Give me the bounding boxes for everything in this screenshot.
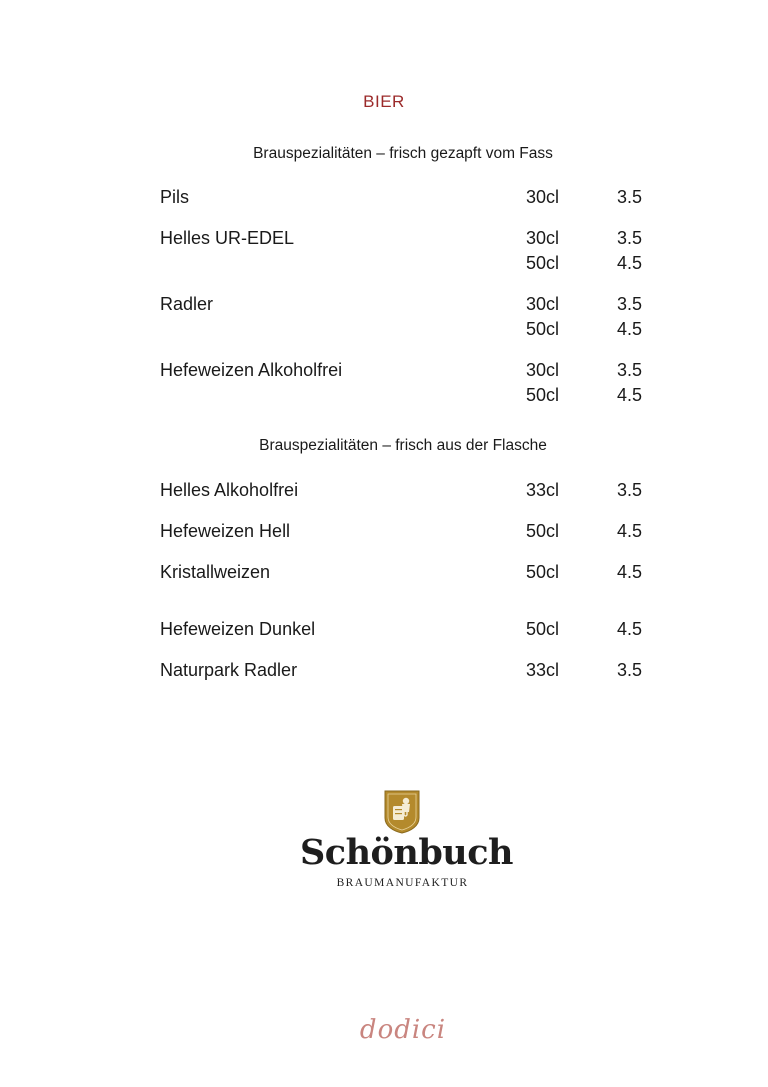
item-name: Hefeweizen Dunkel — [160, 619, 316, 639]
menu-item-pils — [160, 187, 660, 212]
item-price: 4.5 — [617, 521, 643, 541]
menu-item-hefeweizen-dunkel — [160, 619, 660, 644]
item-price: 4.5 — [617, 562, 643, 582]
item-price: 4.5 — [617, 385, 643, 405]
item-name: Pils — [160, 187, 190, 207]
item-price: 4.5 — [617, 619, 643, 639]
menu-item-helles-alkoholfrei — [160, 480, 660, 505]
menu-item-hefeweizen-alkoholfrei — [160, 360, 660, 410]
item-size: 50cl — [526, 521, 560, 541]
menu-item-kristallweizen — [160, 562, 660, 587]
item-price: 3.5 — [617, 294, 643, 314]
section-heading-draft: Brauspezialitäten – frisch gezapft vom Fass — [253, 145, 553, 162]
menu-item-hefeweizen-hell — [160, 521, 660, 546]
item-size: 30cl — [526, 228, 560, 248]
brand-subtitle: BRAUMANUFAKTUR — [336, 877, 469, 889]
item-name: Hefeweizen Hell — [160, 521, 291, 541]
item-name: Helles Alkoholfrei — [160, 480, 299, 500]
item-size: 50cl — [526, 319, 560, 339]
item-price: 4.5 — [617, 319, 643, 339]
item-name: Kristallweizen — [160, 562, 271, 582]
item-price: 4.5 — [617, 253, 643, 273]
item-price: 3.5 — [617, 660, 643, 680]
item-size: 50cl — [526, 385, 560, 405]
menu-item-radler — [160, 294, 660, 344]
brand-name: Schönbuch — [300, 832, 514, 873]
item-price: 3.5 — [617, 228, 643, 248]
item-size: 50cl — [526, 562, 560, 582]
item-size: 33cl — [526, 660, 560, 680]
item-size: 50cl — [526, 253, 560, 273]
signature-dodici: dodici — [359, 1015, 447, 1045]
brand-logo — [300, 790, 514, 900]
brewery-crest-icon — [384, 790, 420, 834]
item-name: Naturpark Radler — [160, 660, 298, 680]
menu-item-helles-ur-edel — [160, 228, 660, 278]
item-size: 30cl — [526, 360, 560, 380]
item-price: 3.5 — [617, 480, 643, 500]
item-size: 50cl — [526, 619, 560, 639]
menu-title: BIER — [363, 92, 405, 111]
menu-item-naturpark-radler — [160, 660, 660, 685]
item-size: 30cl — [526, 294, 560, 314]
item-size: 33cl — [526, 480, 560, 500]
section-heading-bottled: Brauspezialitäten – frisch aus der Flasche — [259, 437, 547, 454]
item-price: 3.5 — [617, 360, 643, 380]
item-name: Helles UR-EDEL — [160, 228, 295, 248]
item-price: 3.5 — [617, 187, 643, 207]
item-name: Radler — [160, 294, 214, 314]
item-size: 30cl — [526, 187, 560, 207]
item-name: Hefeweizen Alkoholfrei — [160, 360, 343, 380]
